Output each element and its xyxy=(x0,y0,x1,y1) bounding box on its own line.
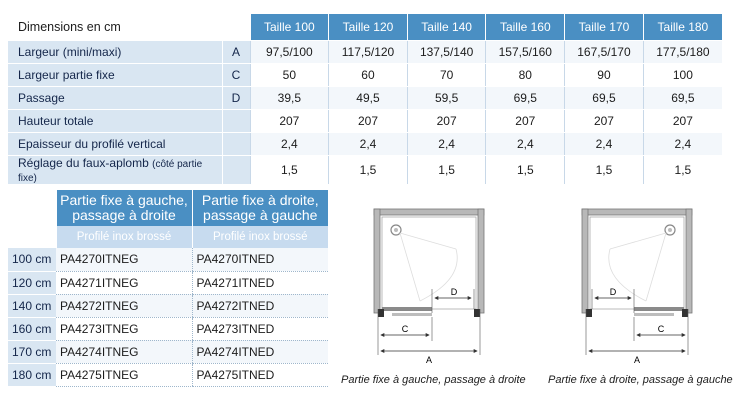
dimension-value: 2,4 xyxy=(407,132,486,155)
reference-size: 160 cm xyxy=(8,317,56,340)
dimension-label xyxy=(8,40,222,63)
dimension-value: 2,4 xyxy=(329,132,408,155)
dimension-value: 59,5 xyxy=(407,86,486,109)
dimension-row xyxy=(8,40,722,63)
reference-subheader-row xyxy=(8,226,328,248)
dimensions-table xyxy=(8,14,722,185)
dimension-value: 97,5/100 xyxy=(250,40,329,63)
dimension-value: 157,5/160 xyxy=(486,40,565,63)
letter-header xyxy=(222,14,250,40)
dimension-label-d: D xyxy=(609,287,617,297)
reference-code-left: PA4272ITNEG xyxy=(56,294,192,317)
dimension-label-text: Hauteur totale xyxy=(18,113,94,128)
dimension-value: 207 xyxy=(329,109,408,132)
dimension-value: 177,5/180 xyxy=(643,40,722,63)
reference-row xyxy=(8,340,328,363)
dimension-value: 39,5 xyxy=(250,86,329,109)
dimensions-header-row xyxy=(8,14,722,40)
reference-code-right: PA4271ITNED xyxy=(192,271,328,294)
reference-size: 120 cm xyxy=(8,271,56,294)
dimension-value: 207 xyxy=(565,109,644,132)
reference-code-left: PA4271ITNEG xyxy=(56,271,192,294)
dimension-label-text: Epaisseur du profilé vertical xyxy=(18,136,166,151)
reference-size: 180 cm xyxy=(8,363,56,386)
dimension-value: 1,5 xyxy=(407,155,486,184)
reference-row xyxy=(8,294,328,317)
dimension-label xyxy=(8,109,222,132)
column-title-line: Partie fixe à droite, xyxy=(201,192,319,208)
reference-column-subtitle: Profilé inox brossé xyxy=(56,226,192,248)
size-header: Taille 160 xyxy=(486,14,565,40)
dimension-label-note: (côté partie fixe) xyxy=(18,158,203,184)
dimension-value: 137,5/140 xyxy=(407,40,486,63)
dimension-label-text: Passage xyxy=(18,90,65,105)
reference-header-row xyxy=(8,190,328,226)
dimension-label-text: Réglage du faux-aplomb xyxy=(18,155,149,170)
diagram-caption: Partie fixe à droite, passage à gauche xyxy=(548,374,733,386)
size-header: Taille 100 xyxy=(250,14,329,40)
reference-code-left: PA4273ITNEG xyxy=(56,317,192,340)
reference-code-right: PA4273ITNED xyxy=(192,317,328,340)
dimension-value: 1,5 xyxy=(329,155,408,184)
dimension-value: 207 xyxy=(407,109,486,132)
reference-table xyxy=(8,190,328,387)
diagram-caption: Partie fixe à gauche, passage à droite xyxy=(341,374,526,386)
dimension-value: 207 xyxy=(250,109,329,132)
dimension-row xyxy=(8,155,722,184)
dimension-label xyxy=(8,155,222,184)
dimension-letter xyxy=(222,109,250,132)
dimension-value: 90 xyxy=(565,63,644,86)
reference-column-title xyxy=(192,190,328,226)
reference-code-left: PA4270ITNEG xyxy=(56,248,192,271)
dimension-label-a: A xyxy=(633,355,641,365)
size-header: Taille 170 xyxy=(565,14,644,40)
reference-row xyxy=(8,317,328,340)
reference-size: 100 cm xyxy=(8,248,56,271)
size-header: Taille 180 xyxy=(643,14,722,40)
dimension-label-d: D xyxy=(450,287,458,297)
dimension-row xyxy=(8,132,722,155)
dimension-letter: A xyxy=(222,40,250,63)
dimension-label-a: A xyxy=(425,355,433,365)
dimension-value: 60 xyxy=(329,63,408,86)
dimension-row xyxy=(8,63,722,86)
dimension-value: 69,5 xyxy=(565,86,644,109)
column-title-line: Partie fixe à gauche, xyxy=(60,192,188,208)
dimension-label-c: C xyxy=(401,324,409,334)
reference-code-right: PA4275ITNED xyxy=(192,363,328,386)
dimension-value: 49,5 xyxy=(329,86,408,109)
dimension-label-c: C xyxy=(657,324,665,334)
dimension-value: 1,5 xyxy=(250,155,329,184)
reference-size: 170 cm xyxy=(8,340,56,363)
dimension-value: 1,5 xyxy=(565,155,644,184)
dimension-label xyxy=(8,132,222,155)
dimension-letter xyxy=(222,132,250,155)
dimension-row xyxy=(8,109,722,132)
column-title-line: passage à gauche xyxy=(203,207,318,223)
reference-row xyxy=(8,363,328,386)
dimension-value: 117,5/120 xyxy=(329,40,408,63)
reference-row xyxy=(8,248,328,271)
dimension-value: 2,4 xyxy=(486,132,565,155)
dimension-value: 70 xyxy=(407,63,486,86)
dimension-label xyxy=(8,86,222,109)
dimension-label-text: Largeur (mini/maxi) xyxy=(18,44,122,59)
diagram-fixed-right xyxy=(568,205,708,365)
dimension-value: 1,5 xyxy=(643,155,722,184)
dimension-value: 100 xyxy=(643,63,722,86)
dimension-value: 1,5 xyxy=(486,155,565,184)
dimension-letter: D xyxy=(222,86,250,109)
dimension-value: 2,4 xyxy=(250,132,329,155)
dimension-letter: C xyxy=(222,63,250,86)
reference-code-right: PA4272ITNED xyxy=(192,294,328,317)
dimension-value: 2,4 xyxy=(643,132,722,155)
dimension-value: 50 xyxy=(250,63,329,86)
dimension-label-text: Largeur partie fixe xyxy=(18,67,115,82)
dimension-label xyxy=(8,63,222,86)
dimension-value: 69,5 xyxy=(486,86,565,109)
diagram-fixed-left xyxy=(360,205,500,365)
dimension-value: 167,5/170 xyxy=(565,40,644,63)
dimension-value: 69,5 xyxy=(643,86,722,109)
dimension-value: 207 xyxy=(486,109,565,132)
reference-code-left: PA4275ITNEG xyxy=(56,363,192,386)
dimension-value: 2,4 xyxy=(565,132,644,155)
dimension-value: 207 xyxy=(643,109,722,132)
reference-column-title xyxy=(56,190,192,226)
reference-code-left: PA4274ITNEG xyxy=(56,340,192,363)
reference-code-right: PA4270ITNED xyxy=(192,248,328,271)
size-header: Taille 120 xyxy=(329,14,408,40)
size-header: Taille 140 xyxy=(407,14,486,40)
dimensions-header-label: Dimensions en cm xyxy=(8,14,222,40)
dimension-value: 80 xyxy=(486,63,565,86)
reference-code-right: PA4274ITNED xyxy=(192,340,328,363)
reference-column-subtitle: Profilé inox brossé xyxy=(192,226,328,248)
dimension-row xyxy=(8,86,722,109)
reference-size: 140 cm xyxy=(8,294,56,317)
dimension-letter xyxy=(222,155,250,184)
reference-row xyxy=(8,271,328,294)
column-title-line: passage à droite xyxy=(72,207,176,223)
